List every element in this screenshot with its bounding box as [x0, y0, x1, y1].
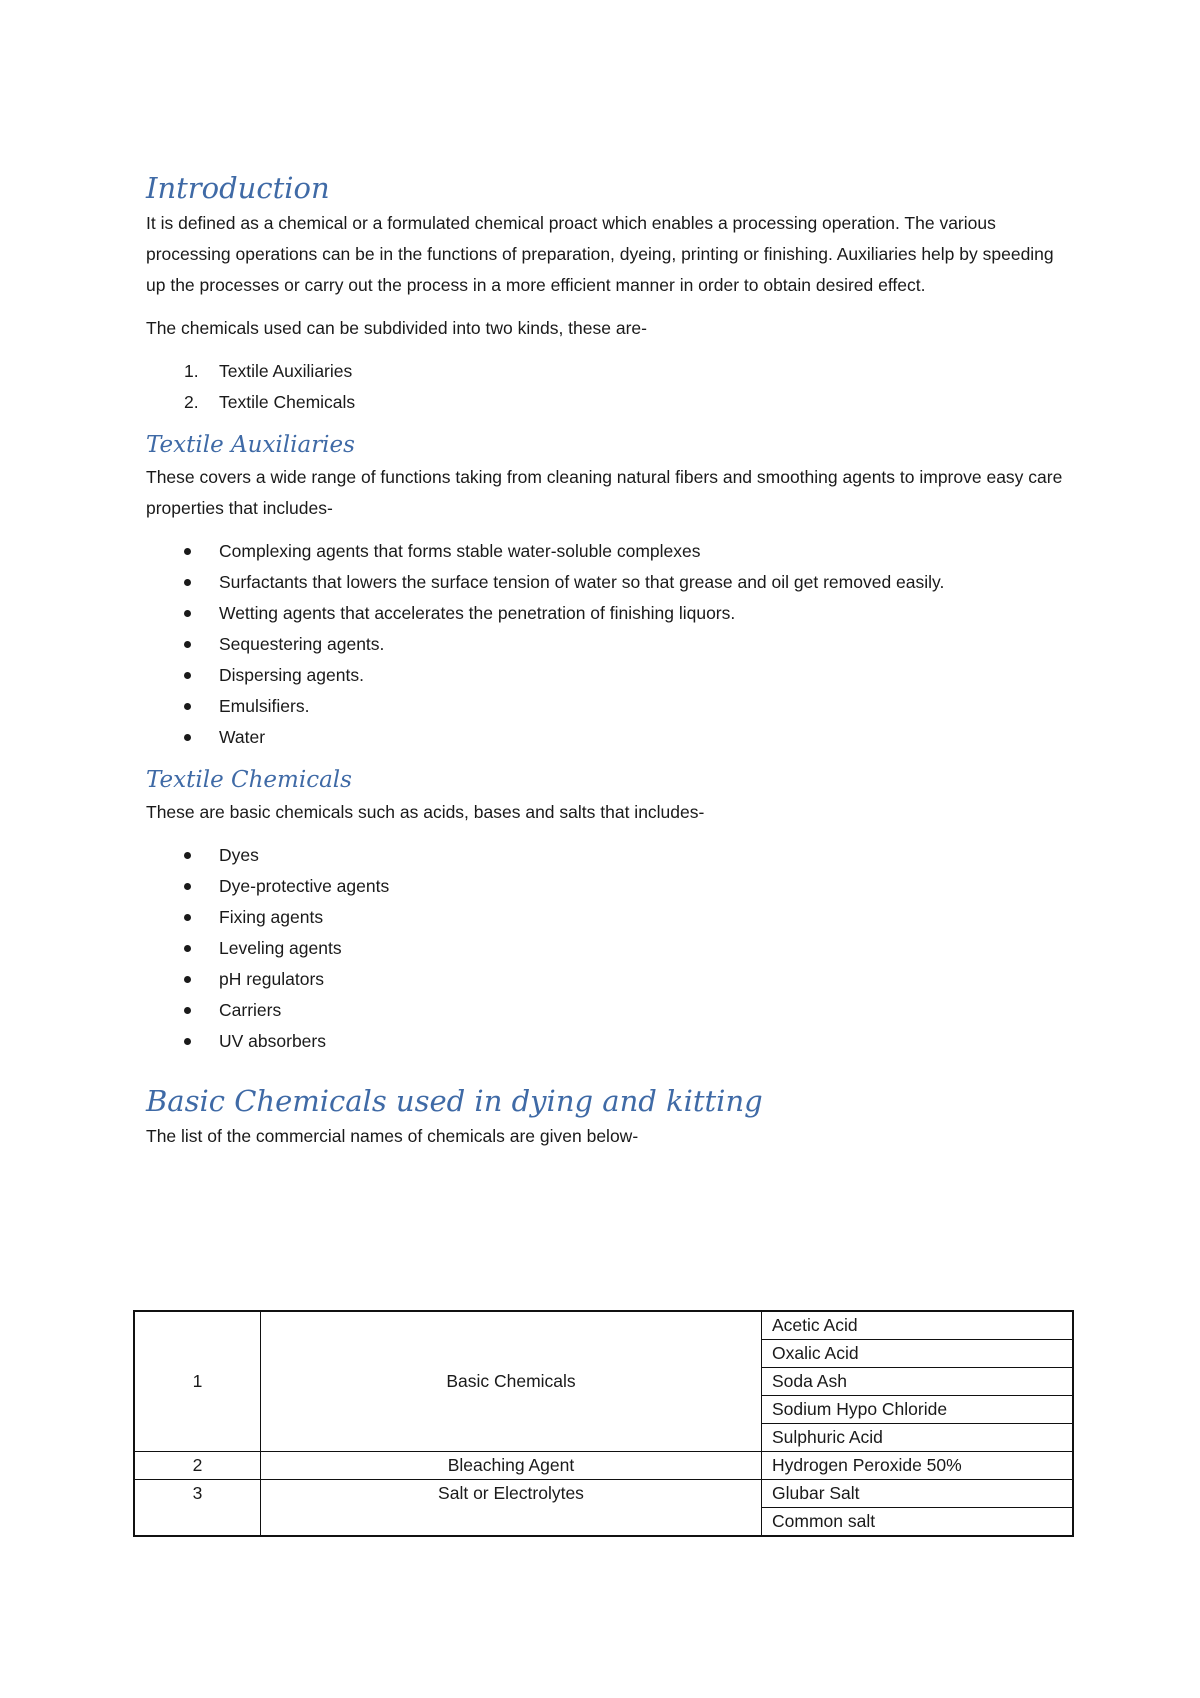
list-item: Leveling agents [146, 933, 1076, 964]
bullet-icon [184, 883, 191, 890]
chemicals-heading: Textile Chemicals [146, 767, 352, 793]
auxiliaries-paragraph: These covers a wide range of functions taking from cleaning natural fibers and smoothing agents to improve easy care properties that includes- [146, 467, 1063, 518]
table-row [134, 1480, 1073, 1508]
list-item: Water [146, 722, 1076, 753]
table-cell-num: 2 [134, 1452, 261, 1480]
list-item: 1. Textile Auxiliaries [184, 361, 353, 381]
list-item: Dispersing agents. [146, 660, 1076, 691]
table-cell-item: Glubar Salt [762, 1480, 1074, 1508]
table-cell-item: Hydrogen Peroxide 50% [762, 1452, 1074, 1480]
bullet-icon [184, 672, 191, 679]
intro-heading: Introduction [146, 171, 330, 205]
table-cell-num: 1 [134, 1311, 261, 1452]
table-cell-item: Sodium Hypo Chloride [762, 1396, 1074, 1424]
bullet-icon [184, 852, 191, 859]
bullet-icon [184, 703, 191, 710]
table-row [134, 1452, 1073, 1480]
list-item: Sequestering agents. [146, 629, 1076, 660]
bullet-icon [184, 1038, 191, 1045]
list-item: UV absorbers [146, 1026, 1076, 1057]
bullet-icon [184, 641, 191, 648]
table-cell-category: Basic Chemicals [261, 1311, 762, 1452]
list-item: Dye-protective agents [146, 871, 1076, 902]
list-item: 2. Textile Chemicals [184, 392, 356, 412]
table-cell-num: 3 [134, 1480, 261, 1537]
list-item: Complexing agents that forms stable water-soluble complexes [146, 536, 1076, 567]
basic-chemicals-paragraph: The list of the commercial names of chemicals are given below- [146, 1126, 639, 1146]
chemicals-list [146, 840, 1076, 1057]
bullet-icon [184, 734, 191, 741]
basic-chemicals-heading: Basic Chemicals used in dying and kitting [146, 1084, 763, 1118]
list-item: Surfactants that lowers the surface tension of water so that grease and oil get removed easily. [146, 567, 1076, 598]
table-cell-item: Sulphuric Acid [762, 1424, 1074, 1452]
bullet-icon [184, 610, 191, 617]
list-item: Carriers [146, 995, 1076, 1026]
table-cell-item: Acetic Acid [762, 1311, 1074, 1340]
kinds-list [146, 356, 1076, 418]
intro-paragraph: It is defined as a chemical or a formulated chemical proact which enables a processing operation. The various processing operations can be in the functions of preparation, dyeing, printing or finishing. Auxiliaries help by speeding up the processes or carry out the process in a more efficient manner in order to obtain desired effect. [146, 213, 1054, 295]
chemicals-paragraph: These are basic chemicals such as acids, bases and salts that includes- [146, 802, 705, 822]
list-item: Dyes [146, 840, 1076, 871]
table-cell-item: Common salt [762, 1508, 1074, 1537]
list-item: Emulsifiers. [146, 691, 1076, 722]
table-row [134, 1311, 1073, 1340]
bullet-icon [184, 945, 191, 952]
chemicals-table [133, 1310, 1074, 1537]
list-item: Wetting agents that accelerates the penetration of finishing liquors. [146, 598, 1076, 629]
bullet-icon [184, 976, 191, 983]
table-cell-category: Salt or Electrolytes [261, 1480, 762, 1537]
bullet-icon [184, 1007, 191, 1014]
table-cell-item: Soda Ash [762, 1368, 1074, 1396]
list-item: Fixing agents [146, 902, 1076, 933]
auxiliaries-list [146, 536, 1076, 753]
bullet-icon [184, 548, 191, 555]
table-cell-item: Oxalic Acid [762, 1340, 1074, 1368]
list-item: pH regulators [146, 964, 1076, 995]
document-body [146, 168, 1076, 1152]
bullet-icon [184, 914, 191, 921]
auxiliaries-heading: Textile Auxiliaries [146, 432, 355, 458]
subdivision-paragraph: The chemicals used can be subdivided into two kinds, these are- [146, 318, 647, 338]
bullet-icon [184, 579, 191, 586]
table-cell-category: Bleaching Agent [261, 1452, 762, 1480]
